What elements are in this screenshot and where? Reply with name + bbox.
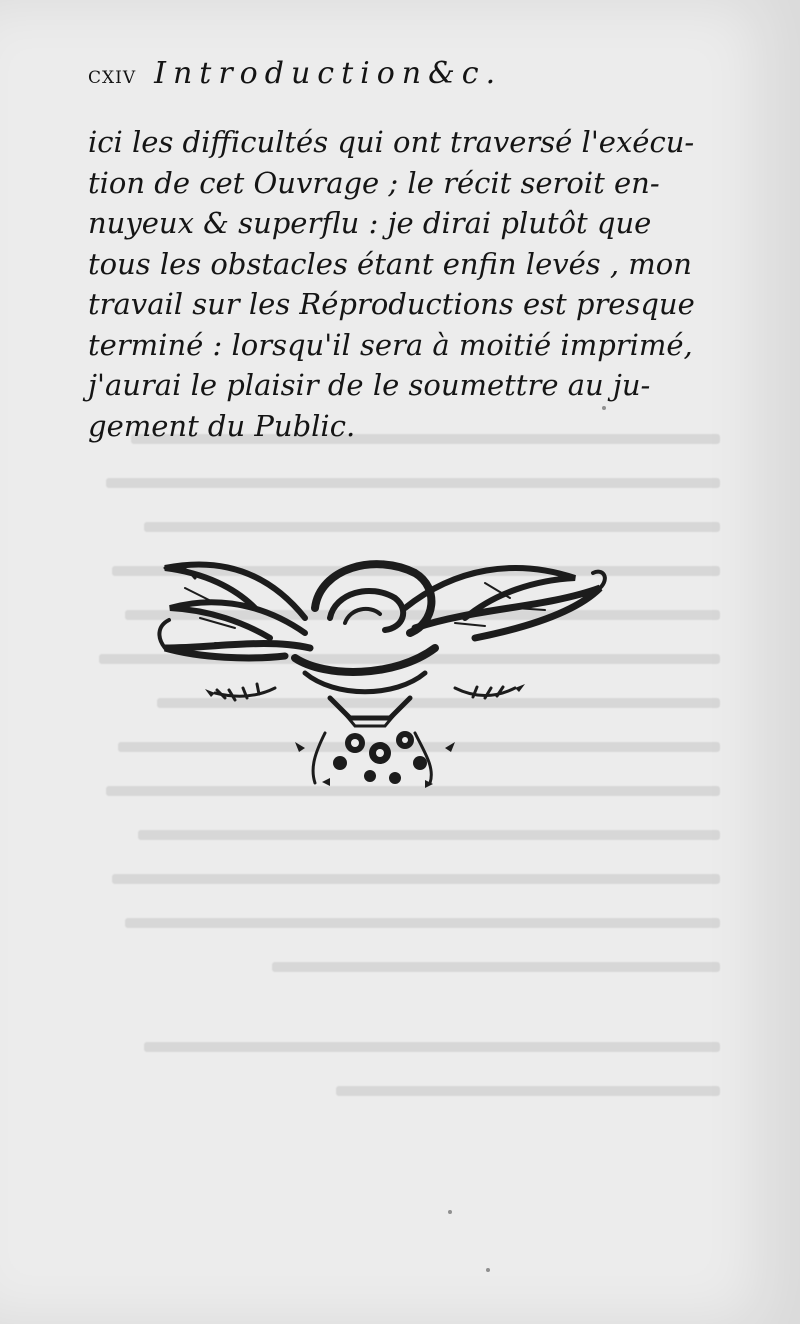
text-line: j'aurai le plaisir de le soumettre au ju- — [88, 368, 651, 402]
text-line: gement du Public. — [88, 408, 356, 443]
body-paragraph — [88, 122, 695, 446]
text-line: terminé : lorsqu'il sera à moitié imprimé, — [88, 327, 693, 362]
running-title: Introduction&c. — [154, 56, 503, 91]
page-number: cxiv — [88, 61, 137, 89]
text-line: ici les difficultés qui ont traversé l'exécu- — [88, 125, 695, 159]
page-header — [88, 56, 648, 104]
ink-speck — [448, 1210, 452, 1214]
text-line: tous les obstacles étant enfin levés , mon — [88, 246, 692, 281]
ink-speck — [486, 1268, 490, 1272]
text-line: tion de cet Ouvrage ; le récit seroit en- — [88, 165, 660, 200]
text-line: travail sur les Réproductions est presque — [88, 287, 695, 321]
fleuron-ornament-icon — [155, 548, 615, 798]
text-line: nuyeux & superflu : je dirai plutôt que — [88, 206, 652, 240]
